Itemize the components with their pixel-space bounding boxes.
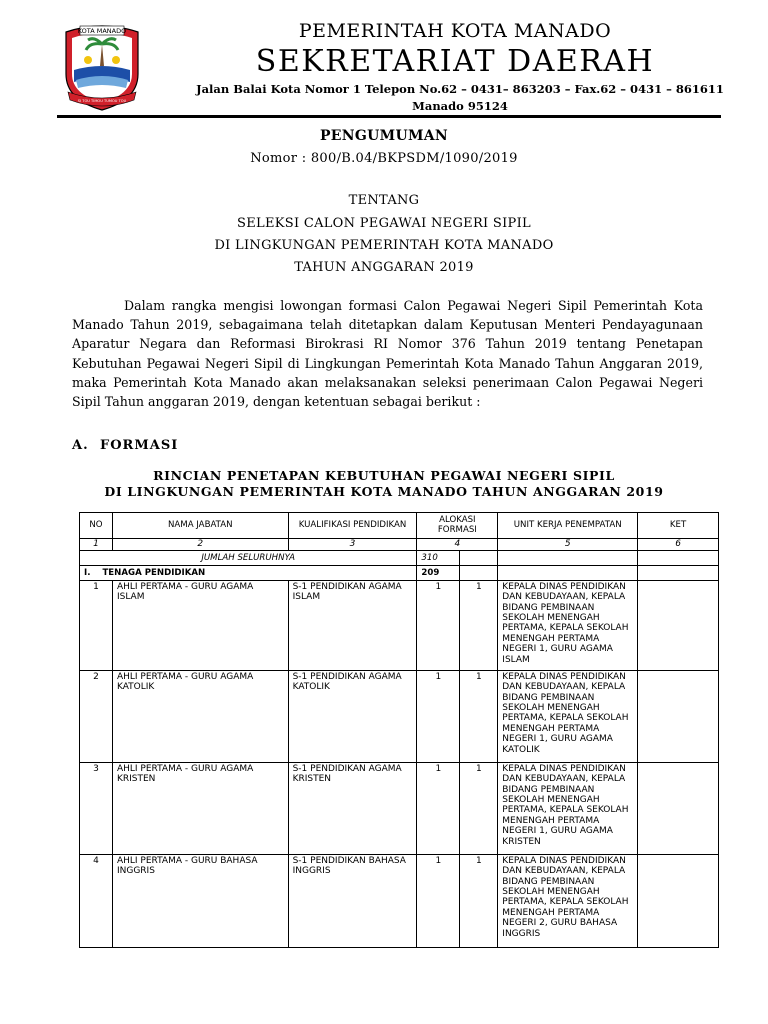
announcement-about: TENTANG bbox=[348, 193, 420, 208]
table-header-row bbox=[80, 513, 719, 539]
row-jabatan: AHLI PERTAMA - GURU BAHASA INGGRIS bbox=[112, 854, 288, 947]
row-alokasi-1: 1 bbox=[417, 854, 460, 947]
table-row bbox=[80, 854, 719, 947]
col-number: 3 bbox=[288, 538, 417, 550]
col-number: 1 bbox=[80, 538, 113, 550]
row-ket bbox=[638, 762, 719, 854]
address-line-2: Manado 95124 bbox=[412, 99, 508, 113]
logo-text: KOTA MANADO bbox=[77, 27, 127, 35]
section-a-title: FORMASI bbox=[100, 438, 179, 453]
group-value: 209 bbox=[417, 565, 460, 580]
row-ket bbox=[638, 854, 719, 947]
letterhead-divider bbox=[57, 115, 721, 118]
group-label: TENAGA PENDIDIKAN bbox=[102, 567, 206, 578]
section-a-heading bbox=[72, 438, 178, 453]
group-empty bbox=[460, 565, 498, 580]
table-row bbox=[80, 762, 719, 854]
row-jabatan: AHLI PERTAMA - GURU AGAMA ISLAM bbox=[112, 580, 288, 670]
row-kualifikasi: S-1 PENDIDIKAN BAHASA INGGRIS bbox=[288, 854, 417, 947]
group-empty bbox=[638, 565, 719, 580]
row-jabatan: AHLI PERTAMA - GURU AGAMA KRISTEN bbox=[112, 762, 288, 854]
table-title-line-1: RINCIAN PENETAPAN KEBUTUHAN PEGAWAI NEGERI SIPIL bbox=[153, 468, 615, 483]
address-line-1: Jalan Balai Kota Nomor 1 Telepon No.62 – 0431– 863203 – Fax.62 – 0431 – 861611 bbox=[196, 82, 724, 96]
row-unit: KEPALA DINAS PENDIDIKAN DAN KEBUDAYAAN, KEPALA BIDANG PEMBINAAN SEKOLAH MENENGAH PERTAMA, KEPALA SEKOLAH MENENGAH PERTAMA NEGERI 1, GURU AGAMA KRISTEN bbox=[498, 762, 638, 854]
col-number: 4 bbox=[417, 538, 498, 550]
row-kualifikasi: S-1 PENDIDIKAN AGAMA ISLAM bbox=[288, 580, 417, 670]
row-alokasi-1: 1 bbox=[417, 670, 460, 762]
group-no: I. bbox=[84, 567, 91, 578]
announcement-subject-3: TAHUN ANGGARAN 2019 bbox=[294, 260, 474, 275]
row-alokasi-2: 1 bbox=[460, 762, 498, 854]
announcement-number: Nomor : 800/B.04/BKPSDM/1090/2019 bbox=[250, 151, 518, 166]
row-unit: KEPALA DINAS PENDIDIKAN DAN KEBUDAYAAN, KEPALA BIDANG PEMBINAAN SEKOLAH MENENGAH PERTAMA, KEPALA SEKOLAH MENENGAH PERTAMA NEGERI 1, GURU AGAMA KATOLIK bbox=[498, 670, 638, 762]
total-empty bbox=[498, 550, 638, 565]
table-title-line-2: DI LINGKUNGAN PEMERINTAH KOTA MANADO TAHUN ANGGARAN 2019 bbox=[104, 484, 664, 499]
row-no: 2 bbox=[80, 670, 113, 762]
group-row bbox=[80, 565, 719, 580]
row-alokasi-1: 1 bbox=[417, 580, 460, 670]
row-alokasi-2: 1 bbox=[460, 580, 498, 670]
city-emblem-logo bbox=[60, 22, 144, 112]
col-number: 2 bbox=[112, 538, 288, 550]
col-number: 6 bbox=[638, 538, 719, 550]
row-ket bbox=[638, 580, 719, 670]
section-a-letter: A. bbox=[72, 438, 89, 453]
row-jabatan: AHLI PERTAMA - GURU AGAMA KATOLIK bbox=[112, 670, 288, 762]
letterhead-address bbox=[160, 81, 760, 115]
header-alokasi: ALOKASI FORMASI bbox=[417, 513, 498, 539]
column-number-row bbox=[80, 538, 719, 550]
row-unit: KEPALA DINAS PENDIDIKAN DAN KEBUDAYAAN, KEPALA BIDANG PEMBINAAN SEKOLAH MENENGAH PERTAMA, KEPALA SEKOLAH MENENGAH PERTAMA NEGERI 1, GURU AGAMA ISLAM bbox=[498, 580, 638, 670]
header-kualifikasi: KUALIFIKASI PENDIDIKAN bbox=[288, 513, 417, 539]
row-ket bbox=[638, 670, 719, 762]
header-unit: UNIT KERJA PENEMPATAN bbox=[498, 513, 638, 539]
announcement-subject-2: DI LINGKUNGAN PEMERINTAH KOTA MANADO bbox=[214, 238, 554, 253]
total-value: 310 bbox=[417, 550, 460, 565]
row-alokasi-2: 1 bbox=[460, 854, 498, 947]
row-unit: KEPALA DINAS PENDIDIKAN DAN KEBUDAYAAN, KEPALA BIDANG PEMBINAAN SEKOLAH MENENGAH PERTAMA, KEPALA SEKOLAH MENENGAH PERTAMA NEGERI 2, GURU BAHASA INGGRIS bbox=[498, 854, 638, 947]
group-empty bbox=[498, 565, 638, 580]
total-empty bbox=[460, 550, 498, 565]
formation-table bbox=[79, 512, 719, 948]
header-jabatan: NAMA JABATAN bbox=[112, 513, 288, 539]
total-label: JUMLAH SELURUHNYA bbox=[80, 550, 417, 565]
total-empty bbox=[638, 550, 719, 565]
header-no: NO bbox=[80, 513, 113, 539]
col-number: 5 bbox=[498, 538, 638, 550]
row-kualifikasi: S-1 PENDIDIKAN AGAMA KATOLIK bbox=[288, 670, 417, 762]
body-paragraph: Dalam rangka mengisi lowongan formasi Calon Pegawai Negeri Sipil Pemerintah Kota Manado Tahun 2019, sebagaimana telah ditetapkan dalam Keputusan Menteri Pendayagunaan Aparatur Negara dan Reformasi Birokrasi RI Nomor 376 Tahun 2019 tentang Penetapan Kebutuhan Pegawai Negeri Sipil di Lingkungan Pemerintah Kota Manado Tahun Anggaran 2019, maka Pemerintah Kota Manado akan melaksanakan seleksi penerimaan Calon Pegawai Negeri Sipil Tahun anggaran 2019, dengan ketentuan sebagai berikut : bbox=[72, 298, 703, 410]
table-row bbox=[80, 670, 719, 762]
announcement-heading: PENGUMUMAN bbox=[319, 128, 449, 144]
letterhead-government: PEMERINTAH KOTA MANADO bbox=[298, 20, 612, 42]
group-label-cell bbox=[80, 565, 417, 580]
row-no: 1 bbox=[80, 580, 113, 670]
row-alokasi-2: 1 bbox=[460, 670, 498, 762]
table-row bbox=[80, 580, 719, 670]
row-no: 4 bbox=[80, 854, 113, 947]
row-no: 3 bbox=[80, 762, 113, 854]
letterhead-secretariat: SEKRETARIAT DAERAH bbox=[255, 44, 655, 79]
row-kualifikasi: S-1 PENDIDIKAN AGAMA KRISTEN bbox=[288, 762, 417, 854]
row-alokasi-1: 1 bbox=[417, 762, 460, 854]
total-row bbox=[80, 550, 719, 565]
header-ket: KET bbox=[638, 513, 719, 539]
logo-motto: SI TOU TIMOU TUMOU TOU bbox=[77, 99, 127, 103]
announcement-subject-1: SELEKSI CALON PEGAWAI NEGERI SIPIL bbox=[237, 216, 531, 231]
